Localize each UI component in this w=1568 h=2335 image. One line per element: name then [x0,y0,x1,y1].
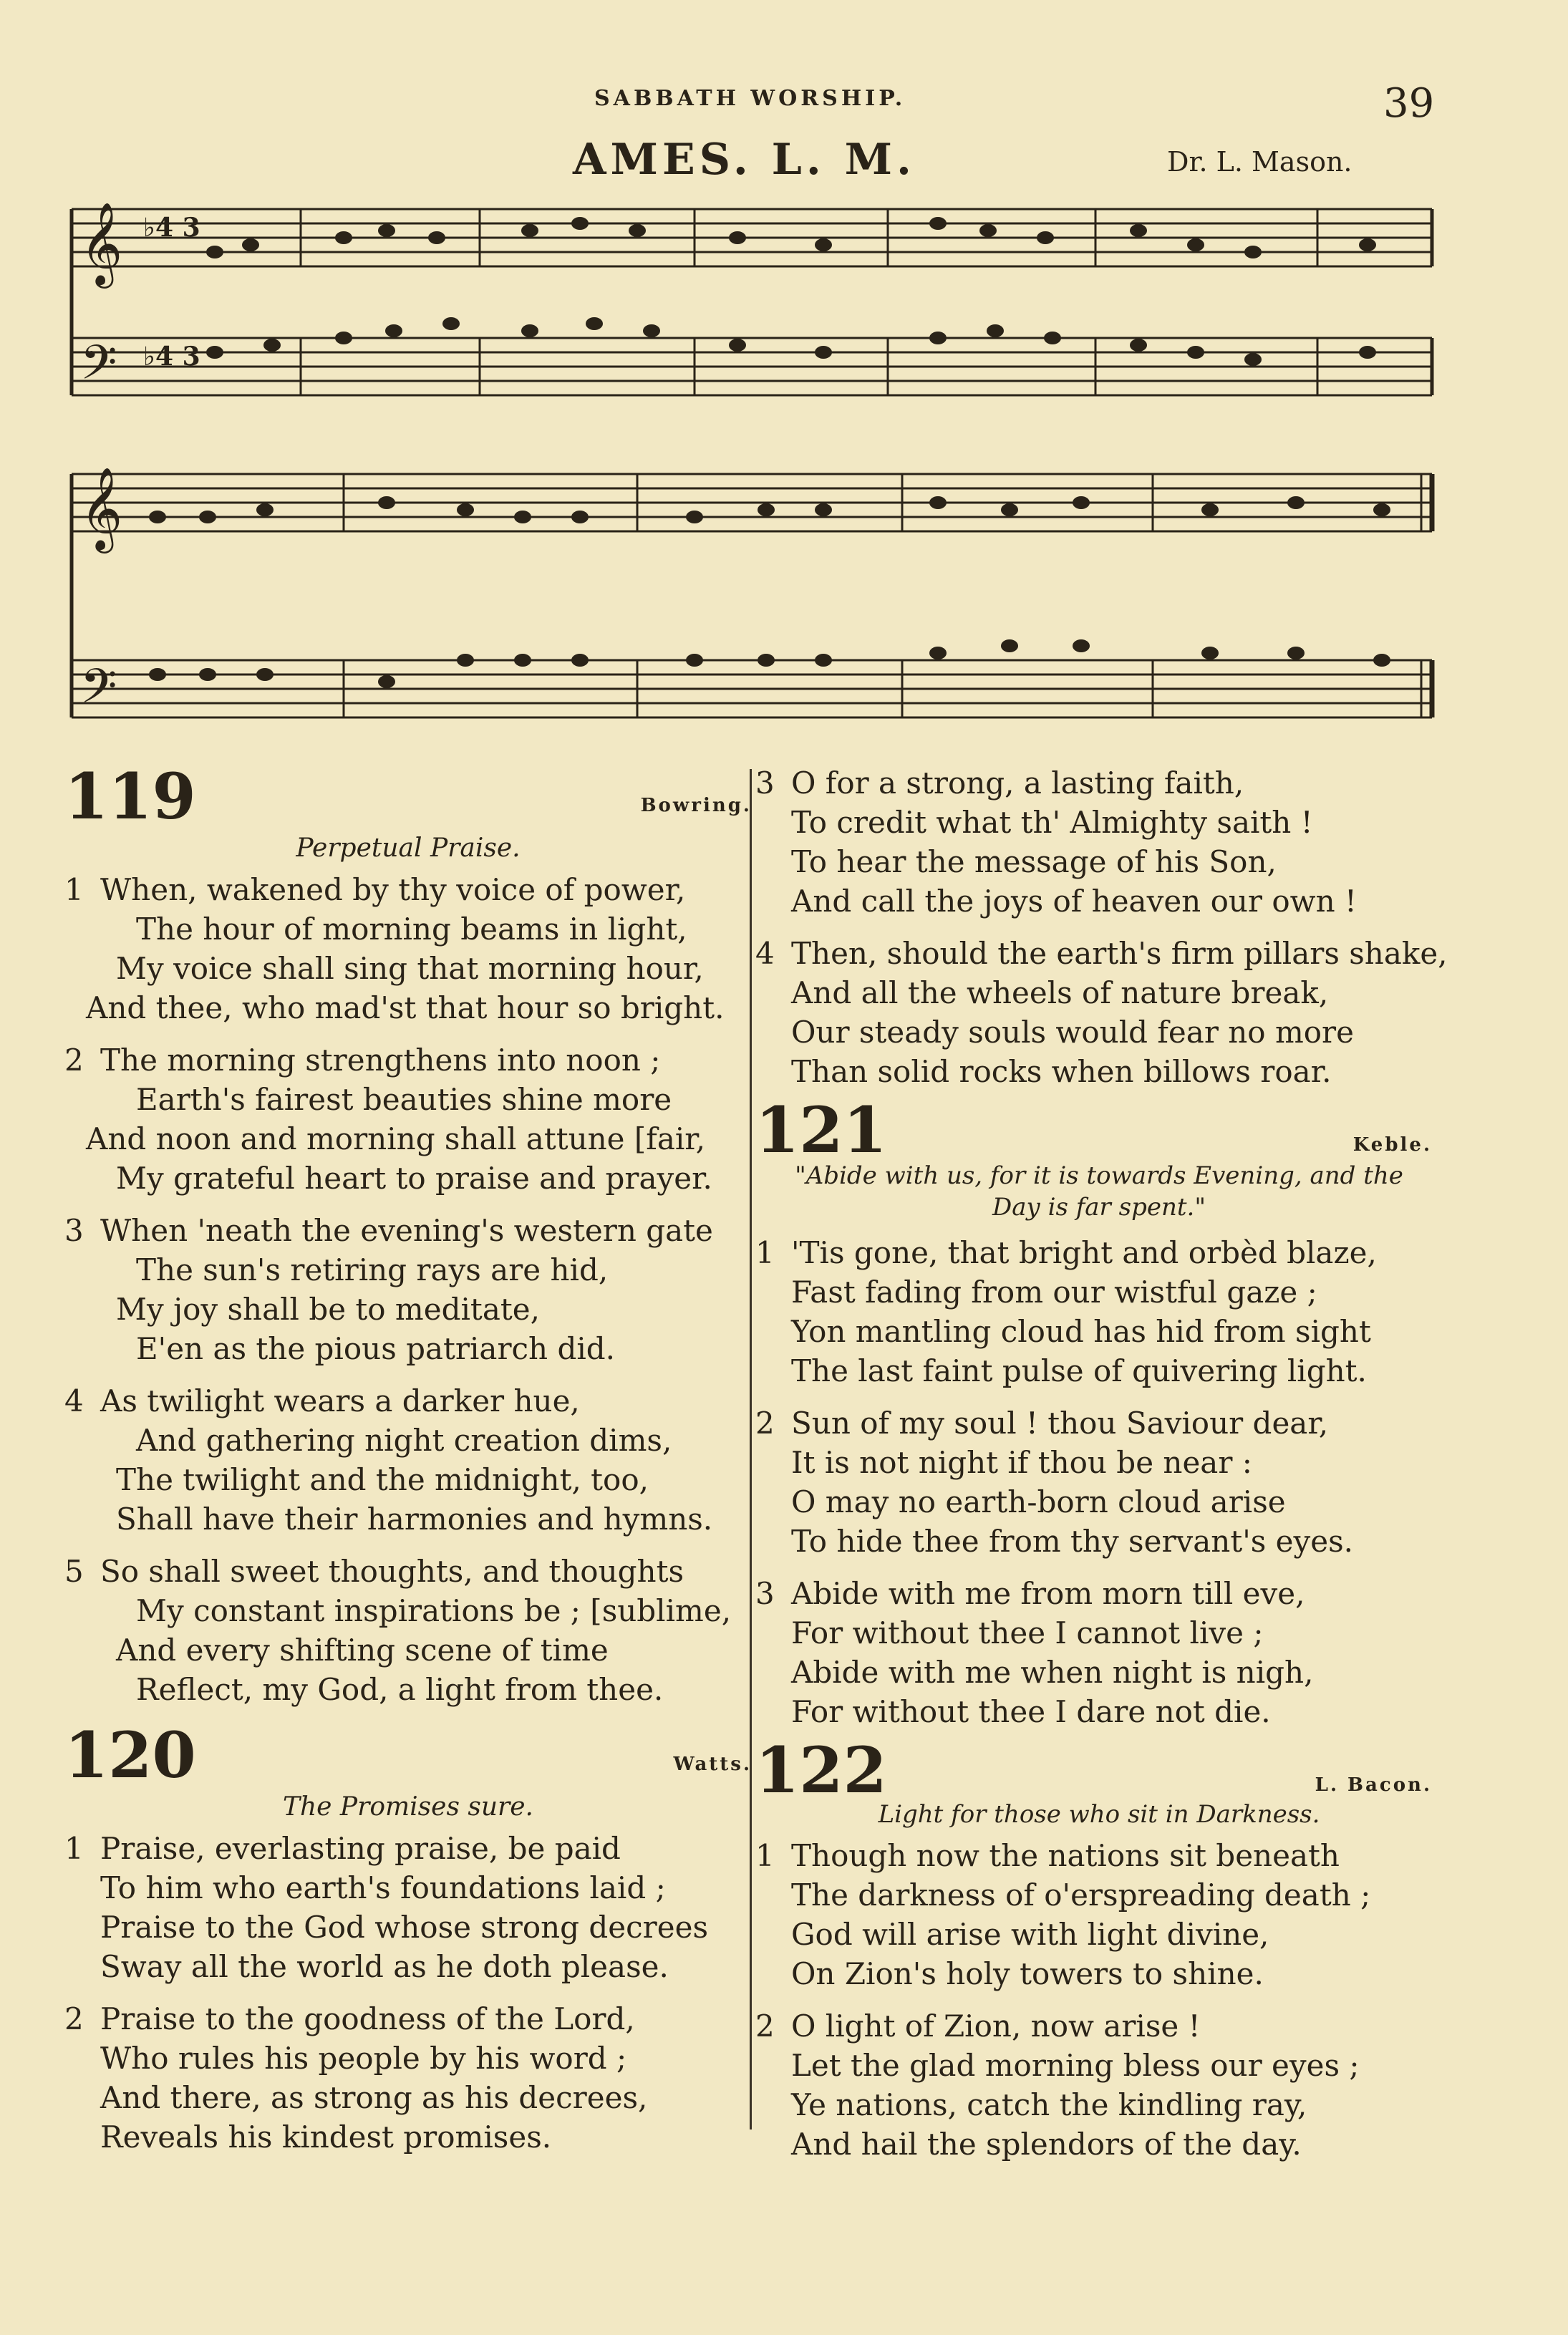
music-system-1 [64,188,1439,424]
stanza: 5 So shall sweet thoughts, and thoughts My constant inspirations be ; [sublime, And every shifting scene of time Reflect, my God, a light from thee. [64,1554,732,1707]
music-system-2 [64,438,1439,739]
hymn-subtitle: Perpetual Praise. [296,833,521,863]
tune-name: AMES. L. M. [573,135,916,185]
stanza: 2 Sun of my soul ! thou Saviour dear, It is not night if thou be near : O may no earth-born cloud arise To hide thee from thy servant's eyes. [755,1406,1354,1559]
hymn-subtitle: The Promises sure. [282,1792,533,1822]
composer: Dr. L. Mason. [1167,146,1352,178]
stanza: 3 When 'neath the evening's western gate The sun's retiring rays are hid, My joy shall be to meditate, E'en as the pious patriarch did. [64,1213,713,1366]
left-column [64,759,752,2170]
stanza: 1 Praise, everlasting praise, be paid To him who earth's foundations laid ; Praise to the God whose strong decrees Sway all the world as he doth please. [64,1831,709,1984]
stanza: 4 Then, should the earth's firm pillars shake, And all the wheels of nature break, Our steady souls would fear no more Than solid rocks when billows roar. [755,936,1448,1089]
hymn-number: 119 [64,759,196,833]
stanza: 2 Praise to the goodness of the Lord, Who rules his people by his word ; And there, as strong as his decrees, Reveals his kindest promises. [64,2001,648,2155]
hymn-number: 121 [755,1093,887,1167]
page-number: 39 [1383,80,1435,127]
svg-text:♭4 3: ♭4 3 [143,213,200,243]
stanza: 1 When, wakened by thy voice of power, The hour of morning beams in light, My voice shall sing that morning hour, And thee, who mad'st that hour so bright. [64,872,725,1025]
hymn-subtitle: "Abide with us, for it is towards Evening, and the [795,1161,1403,1190]
stanza: 3 Abide with me from morn till eve, For without thee I cannot live ; Abide with me when night is nigh, For without thee I dare not die. [755,1576,1314,1729]
svg-text:𝄞: 𝄞 [80,466,123,550]
stanza: 1 'Tis gone, that bright and orbèd blaze, Fast fading from our wistful gaze ; Yon mantling cloud has hid from sight The last faint pulse of quivering light. [755,1235,1377,1388]
bass-clef-icon: 𝄢 [80,335,117,402]
hymn-author: L. Bacon. [1315,1774,1432,1796]
treble-clef-icon: 𝄞 [80,201,123,285]
right-column [755,763,1448,2177]
running-title: SABBATH WORSHIP. [594,86,906,111]
hymn-subtitle-cont: Day is far spent." [992,1193,1206,1222]
hymn-subtitle: Light for those who sit in Darkness. [878,1800,1320,1829]
svg-text:𝄢: 𝄢 [80,659,117,725]
stanza: 1 Though now the nations sit beneath The darkness of o'erspreading death ; God will arise with light divine, On Zion's holy towers to shine. [755,1838,1371,1991]
stanza: 2 O light of Zion, now arise ! Let the glad morning bless our eyes ; Ye nations, catch the kindling ray, And hail the splendors of the day. [755,2008,1360,2162]
hymn-number: 122 [755,1733,887,1807]
stanza: 4 As twilight wears a darker hue, And gathering night creation dims, The twilight and the midnight, too, Shall have their harmonies and hymns. [64,1383,713,1537]
hymn-author: Watts. [673,1754,752,1775]
hymn-author: Bowring. [640,795,752,816]
svg-text:♭4 3: ♭4 3 [143,342,200,372]
hymn-number: 120 [64,1718,196,1792]
stanza: 3 O for a strong, a lasting faith, To credit what th' Almighty saith ! To hear the message of his Son, And call the joys of heaven our own ! [755,765,1357,919]
stanza: 2 The morning strengthens into noon ; Earth's fairest beauties shine more And noon and morning shall attune [fair, My grateful heart to praise and prayer. [64,1043,712,1196]
hymn-author: Keble. [1352,1134,1432,1156]
